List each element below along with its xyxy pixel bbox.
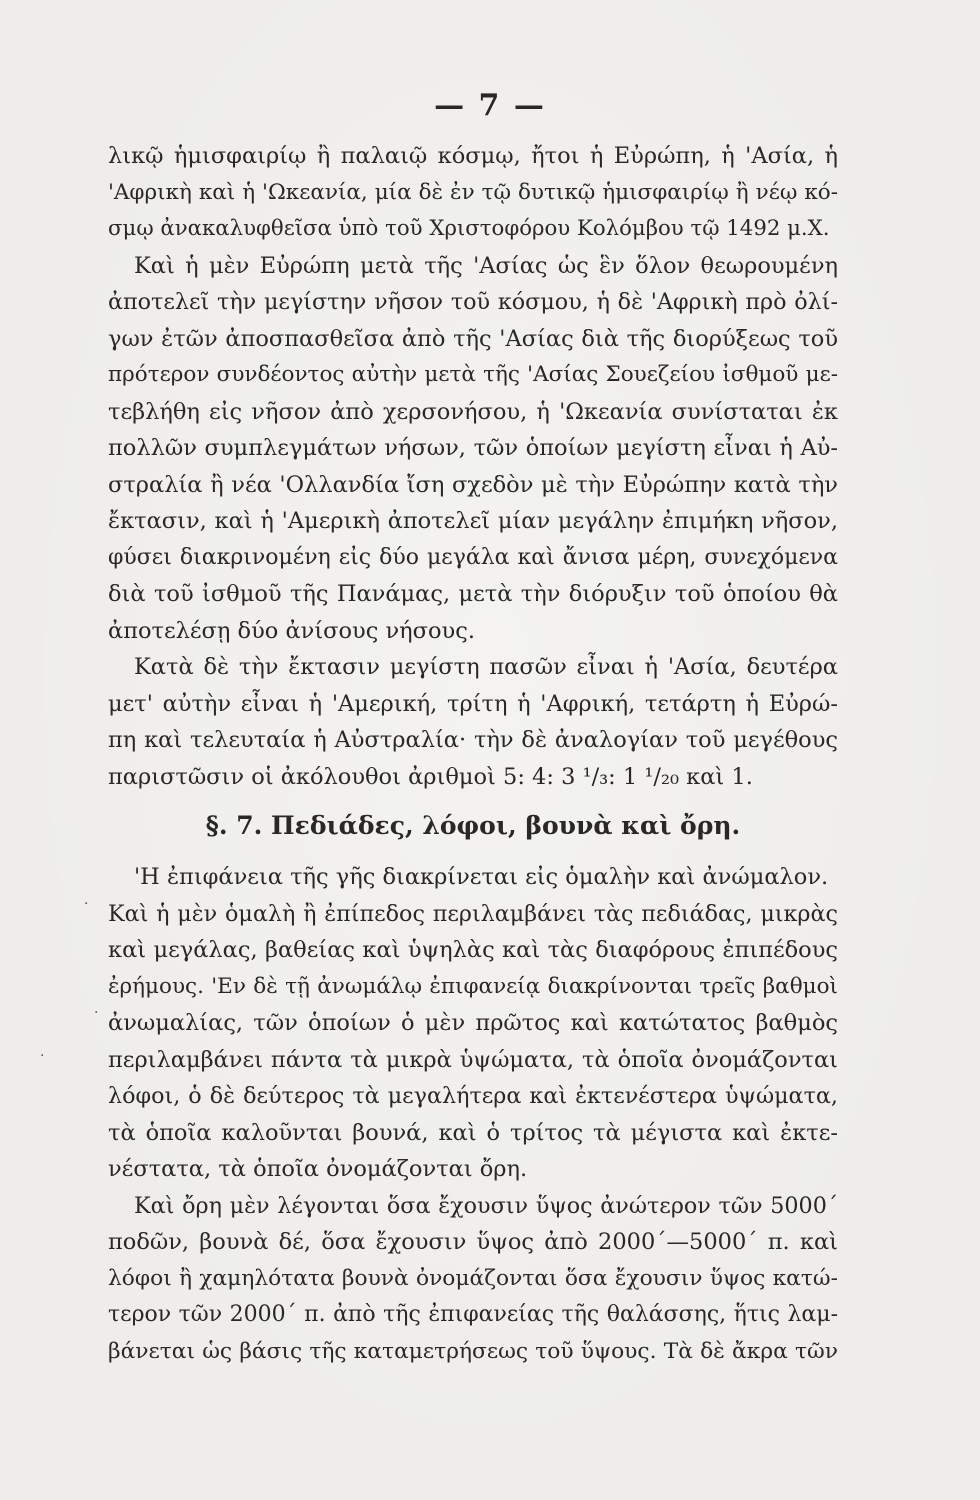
- margin-dot: ·: [84, 896, 89, 912]
- text-line: ποδῶν, βουνὰ δέ, ὅσα ἔχουσιν ὕψος ἀπὸ 2000΄—5000΄ π. καὶ: [108, 1229, 838, 1255]
- text-line: στραλία ἢ νέα 'Ολλανδία ἴση σχεδὸν μὲ τὴν Εὐρώπην κατὰ τὴν: [108, 471, 838, 498]
- text-line: διὰ τοῦ ἰσθμοῦ τῆς Πανάμας, μετὰ τὴν διόρυξιν τοῦ ὁποίου θὰ: [108, 581, 838, 607]
- text-line: βάνεται ὡς βάσις τῆς καταμετρήσεως τοῦ ὕψους. Τὰ δὲ ἄκρα τῶν: [108, 1338, 838, 1364]
- text-line: Καὶ ἡ μὲν ὁμαλὴ ἢ ἐπίπεδος περιλαμβάνει τὰς πεδιάδας, μικρὰς: [108, 900, 838, 927]
- text-line: 'Αφρικὴ καὶ ἡ 'Ωκεανία, μία δὲ ἐν τῷ δυτικῷ ἡμισφαιρίῳ ἢ νέῳ κό-: [108, 179, 838, 205]
- text-line: τὰ ὁποῖα καλοῦνται βουνά, καὶ ὁ τρίτος τὰ μέγιστα καὶ ἐκτε-: [108, 1119, 838, 1146]
- text-line: τερον τῶν 2000΄ π. ἀπὸ τῆς ἐπιφανείας τῆς θαλάσσης, ἥτις λαμ-: [108, 1302, 838, 1327]
- text-line: καὶ μεγάλας, βαθείας καὶ ὑψηλὰς καὶ τὰς διαφόρους ἐπιπέδους: [108, 937, 838, 963]
- text-line: Καὶ ἡ μὲν Εὐρώπη μετὰ τῆς 'Ασίας ὡς ἓν ὅλον θεωρουμένη: [134, 252, 838, 279]
- text-line: Καὶ ὄρη μὲν λέγονται ὅσα ἔχουσιν ὕψος ἀνώτερον τῶν 5000΄: [134, 1192, 838, 1219]
- text-line: λόφοι, ὁ δὲ δεύτερος τὰ μεγαλήτερα καὶ ἐκτενέστερα ὑψώματα,: [108, 1083, 838, 1109]
- margin-dot: ·: [94, 1005, 99, 1021]
- text-line: ἀποτελεῖ τὴν μεγίστην νῆσον τοῦ κόσμου, ἡ δὲ 'Αφρικὴ πρὸ ὀλί-: [108, 289, 838, 315]
- text-line: ἐρήμους. 'Εν δὲ τῇ ἀνωμάλῳ ἐπιφανείᾳ διακρίνονται τρεῖς βαθμοὶ: [108, 973, 838, 999]
- text-line: Κατὰ δὲ τὴν ἔκτασιν μεγίστη πασῶν εἶναι ἡ 'Ασία, δευτέρα: [134, 654, 838, 680]
- text-line: νέστατα, τὰ ὁποῖα ὀνομάζονται ὄρη.: [108, 1156, 528, 1182]
- page-number: — 7 —: [434, 88, 546, 123]
- text-line: λικῷ ἡμισφαιρίῳ ἢ παλαιῷ κόσμῳ, ἤτοι ἡ Εὐρώπη, ἡ 'Ασία, ἡ: [108, 143, 838, 169]
- text-line: σμῳ ἀνακαλυφθεῖσα ὑπὸ τοῦ Χριστοφόρου Κολόμβου τῷ 1492 μ.Χ.: [108, 216, 830, 241]
- text-line: πρότερον συνδέοντος αὐτὴν μετὰ τῆς 'Ασίας Σουεζείου ἰσθμοῦ με-: [108, 362, 838, 387]
- text-line: παριστῶσιν οἱ ἀκόλουθοι ἀριθμοὶ 5: 4: 3 ¹/₃: 1 ¹/₂₀ καὶ 1.: [108, 763, 753, 790]
- margin-dot: ·: [40, 1048, 45, 1064]
- text-line: πολλῶν συμπλεγμάτων νήσων, τῶν ὁποίων μεγίστη εἶναι ἡ Αὐ-: [108, 435, 838, 461]
- text-line: 'Η ἐπιφάνεια τῆς γῆς διακρίνεται εἰς ὁμαλὴν καὶ ἀνώμαλον.: [134, 864, 829, 890]
- text-line: λόφοι ἢ χαμηλότατα βουνὰ ὀνομάζονται ὅσα ἔχουσιν ὕψος κατώ-: [108, 1265, 838, 1291]
- text-line: μετ' αὐτὴν εἶναι ἡ 'Αμερική, τρίτη ἡ 'Αφρική, τετάρτη ἡ Εὐρώ-: [108, 690, 838, 717]
- text-line: περιλαμβάνει πάντα τὰ μικρὰ ὑψώματα, τὰ ὁποῖα ὀνομάζονται: [108, 1046, 838, 1073]
- text-line: φύσει διακρινομένη εἰς δύο μεγάλα καὶ ἄνισα μέρη, συνεχόμενα: [108, 544, 838, 570]
- text-line: γων ἐτῶν ἀποσπασθεῖσα ἀπὸ τῆς 'Ασίας διὰ τῆς διορύξεως τοῦ: [108, 325, 838, 352]
- text-line: τεβλήθη εἰς νῆσον ἀπὸ χερσονήσου, ἡ 'Ωκεανία συνίσταται ἐκ: [108, 398, 838, 425]
- body-text: [108, 138, 838, 1370]
- section-heading: §. 7. Πεδιάδες, λόφοι, βουνὰ καὶ ὄρη.: [205, 811, 741, 840]
- text-line: ἀνωμαλίας, τῶν ὁποίων ὁ μὲν πρῶτος καὶ κατώτατος βαθμὸς: [108, 1010, 838, 1036]
- text-line: πη καὶ τελευταία ἡ Αὐστραλία· τὴν δὲ ἀναλογίαν τοῦ μεγέθους: [108, 727, 838, 753]
- text-line: ἔκτασιν, καὶ ἡ 'Αμερικὴ ἀποτελεῖ μίαν μεγάλην ἐπιμήκη νῆσον,: [108, 508, 838, 534]
- text-line: ἀποτελέσῃ δύο ἀνίσους νήσους.: [108, 617, 475, 644]
